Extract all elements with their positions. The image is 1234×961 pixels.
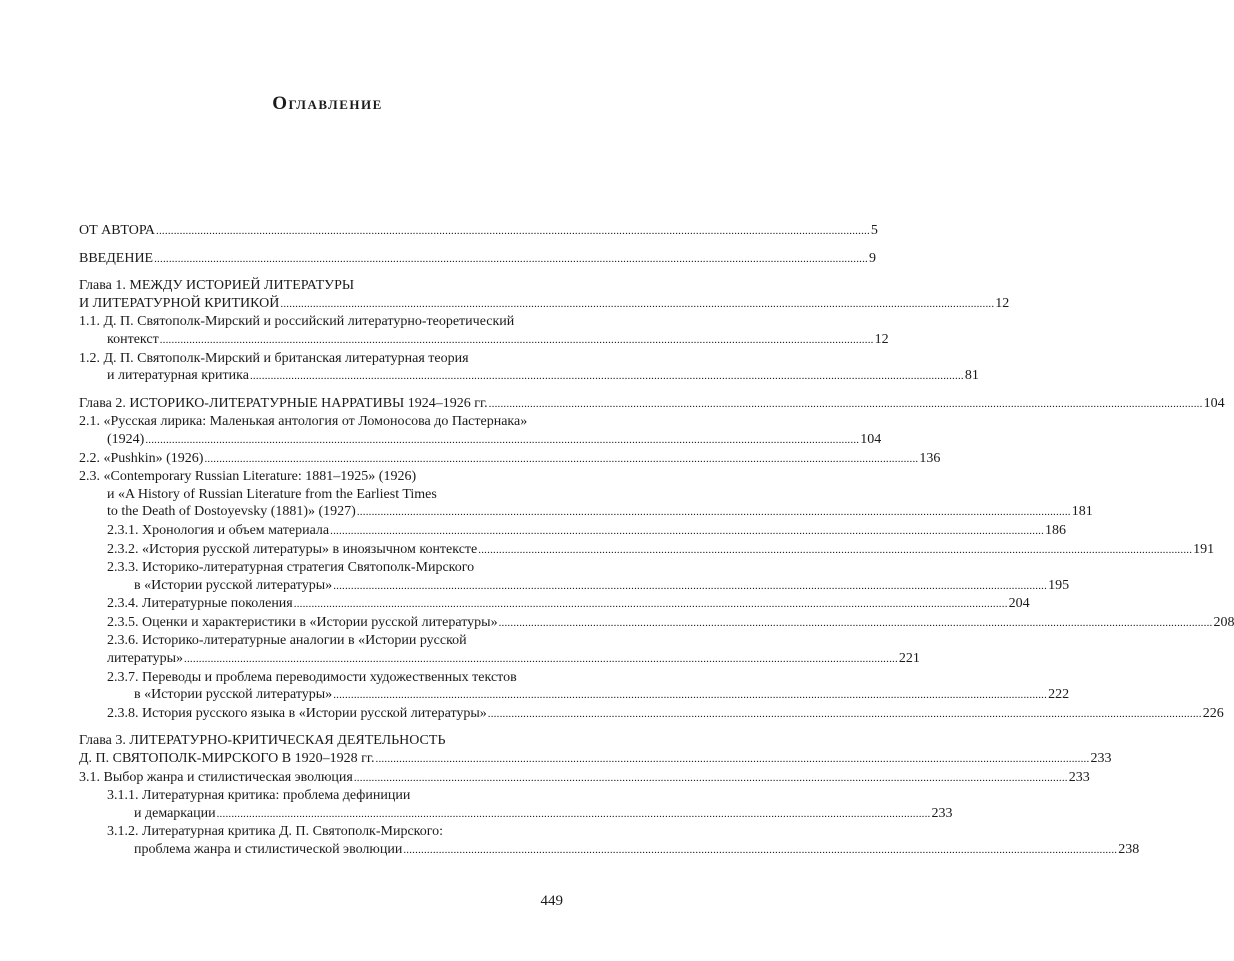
toc-section-2-3-4[interactable] [79, 595, 1030, 614]
leader-dots [488, 706, 1202, 724]
toc-page: 204 [1008, 596, 1030, 612]
toc-page: 5 [870, 223, 878, 238]
toc-label: ОТ АВТОРА [79, 223, 156, 238]
toc-section-2-3-5[interactable] [79, 614, 1234, 633]
leader-dots [160, 332, 874, 350]
toc-section-2-3-3[interactable] [79, 577, 1070, 596]
toc-section-3-1[interactable] [79, 769, 1090, 788]
toc-section-2-1-line1[interactable]: 2.1. «Русская лирика: Маленькая антология от Ломоносова до Пастернака» [79, 414, 528, 430]
toc-section-1-1-line1[interactable]: 1.1. Д. П. Святополк-Мирский и российский литературно-теоретический [79, 314, 515, 330]
spacer [79, 241, 563, 250]
toc-page: 136 [919, 450, 941, 466]
spacer [79, 386, 563, 395]
toc-section-1-2-line1[interactable]: 1.2. Д. П. Святополк-Мирский и британская литературная теория [79, 350, 469, 366]
spacer [79, 268, 563, 277]
toc-section-2-3[interactable] [79, 503, 1093, 522]
toc-section-3-1-2-line1[interactable]: 3.1.2. Литературная критика Д. П. Святополк-Мирского: [107, 824, 444, 840]
toc-page: 181 [1071, 504, 1093, 520]
toc-page: 104 [1203, 395, 1225, 411]
toc-entry-author[interactable] [79, 222, 878, 241]
toc-entry-intro[interactable] [79, 250, 877, 269]
toc-section-3-1-1[interactable] [79, 805, 953, 824]
toc-page: 221 [898, 651, 920, 667]
toc-page: 9 [869, 250, 877, 266]
spacer [79, 723, 563, 732]
toc-label: 2.3.5. Оценки и характеристики в «Истории русской литературы» [107, 614, 498, 630]
toc-label: и демаркации [134, 805, 216, 821]
leader-dots [357, 504, 1071, 522]
toc-label: 2.2. «Pushkin» (1926) [79, 450, 204, 466]
leader-dots [156, 223, 870, 241]
toc-label: (1924) [107, 431, 145, 447]
page-title: Оглавление [272, 93, 383, 114]
toc-label: ВВЕДЕНИЕ [79, 250, 154, 266]
toc-section-2-3-8[interactable] [79, 705, 1224, 724]
toc-page: 12 [995, 295, 1010, 311]
toc-section-2-3-3-line1[interactable]: 2.3.3. Историко-литературная стратегия Святополк-Мирского [107, 560, 475, 576]
toc-label: 2.3.8. История русского языка в «Истории русской литературы» [107, 705, 487, 721]
leader-dots [376, 751, 1090, 769]
toc-label: Глава 2. ИСТОРИКО-ЛИТЕРАТУРНЫЕ НАРРАТИВЫ 1924–1926 гг. [79, 395, 488, 411]
toc-chapter-1-line1[interactable]: Глава 1. МЕЖДУ ИСТОРИЕЙ ЛИТЕРАТУРЫ [79, 278, 355, 294]
leader-dots [217, 806, 931, 824]
leader-dots [354, 770, 1068, 788]
toc-page: 233 [931, 805, 953, 821]
leader-dots [250, 368, 964, 386]
toc-section-2-2[interactable] [79, 450, 941, 469]
toc-chapter-3[interactable] [79, 750, 1112, 769]
toc-section-2-3-6-line1[interactable]: 2.3.6. Историко-литературные аналогии в «Истории русской [107, 633, 467, 649]
toc-section-2-3-7-line1[interactable]: 2.3.7. Переводы и проблема переводимости художественных текстов [107, 669, 517, 685]
toc-section-1-1[interactable] [79, 331, 889, 350]
leader-dots [478, 542, 1192, 560]
toc-section-2-3-7[interactable] [79, 686, 1070, 705]
leader-dots [489, 396, 1203, 414]
toc-section-2-3-line2[interactable]: и «A History of Russian Literature from the Earliest Times [107, 486, 437, 502]
toc-chapter-3-line1[interactable]: Глава 3. ЛИТЕРАТУРНО-КРИТИЧЕСКАЯ ДЕЯТЕЛЬНОСТЬ [79, 733, 446, 749]
toc-page: 12 [874, 331, 889, 347]
leader-dots [333, 687, 1047, 705]
toc-section-2-1[interactable] [79, 431, 882, 450]
toc-label: 2.3.1. Хронология и объем материала [107, 522, 330, 538]
toc-label: to the Death of Dostoyevsky (1881)» (1927) [107, 504, 356, 520]
table-of-contents [79, 222, 1234, 860]
toc-page: 238 [1118, 842, 1140, 857]
toc-label: 2.3.4. Литературные поколения [107, 596, 293, 612]
toc-page: 208 [1213, 614, 1234, 630]
leader-dots [499, 615, 1213, 633]
toc-page: 226 [1202, 705, 1224, 721]
toc-chapter-1[interactable] [79, 295, 1010, 314]
toc-chapter-2[interactable] [79, 395, 1225, 414]
toc-label: в «Истории русской литературы» [134, 687, 333, 703]
toc-label: контекст [107, 331, 159, 347]
toc-page: 81 [964, 368, 979, 384]
leader-dots [145, 432, 859, 450]
toc-label: проблема жанра и стилистической эволюции [134, 842, 403, 857]
leader-dots [330, 523, 1044, 541]
toc-page: 222 [1048, 687, 1070, 703]
page-number: 449 [540, 893, 563, 909]
toc-label: 3.1. Выбор жанра и стилистическая эволюция [79, 769, 353, 785]
toc-page: 233 [1090, 751, 1112, 767]
toc-section-2-3-6[interactable] [79, 650, 920, 669]
leader-dots [204, 451, 918, 469]
toc-label: литературы» [107, 651, 184, 667]
toc-label: в «Истории русской литературы» [134, 577, 333, 593]
leader-dots [280, 296, 994, 314]
toc-section-3-1-2[interactable] [79, 841, 1140, 860]
leader-dots [294, 596, 1008, 614]
toc-section-2-3-1[interactable] [79, 522, 1067, 541]
toc-section-2-3-line1[interactable]: 2.3. «Contemporary Russian Literature: 1881–1925» (1926) [79, 469, 417, 485]
toc-section-2-3-2[interactable] [79, 541, 1215, 560]
toc-page: 195 [1048, 577, 1070, 593]
toc-page: 191 [1193, 541, 1215, 557]
leader-dots [333, 578, 1047, 596]
leader-dots [403, 842, 1117, 860]
toc-page: 186 [1045, 522, 1067, 538]
leader-dots [184, 651, 898, 669]
toc-label: Д. П. СВЯТОПОЛК-МИРСКОГО В 1920–1928 гг. [79, 751, 375, 767]
leader-dots [154, 251, 868, 269]
toc-label: И ЛИТЕРАТУРНОЙ КРИТИКОЙ [79, 295, 280, 311]
toc-page: 104 [860, 431, 882, 447]
toc-label: 2.3.2. «История русской литературы» в иноязычном контексте [107, 541, 478, 557]
toc-section-3-1-1-line1[interactable]: 3.1.1. Литературная критика: проблема дефиниции [107, 788, 411, 804]
toc-label: и литературная критика [107, 368, 249, 384]
toc-section-1-2[interactable] [79, 367, 979, 386]
toc-page: 233 [1068, 769, 1090, 785]
